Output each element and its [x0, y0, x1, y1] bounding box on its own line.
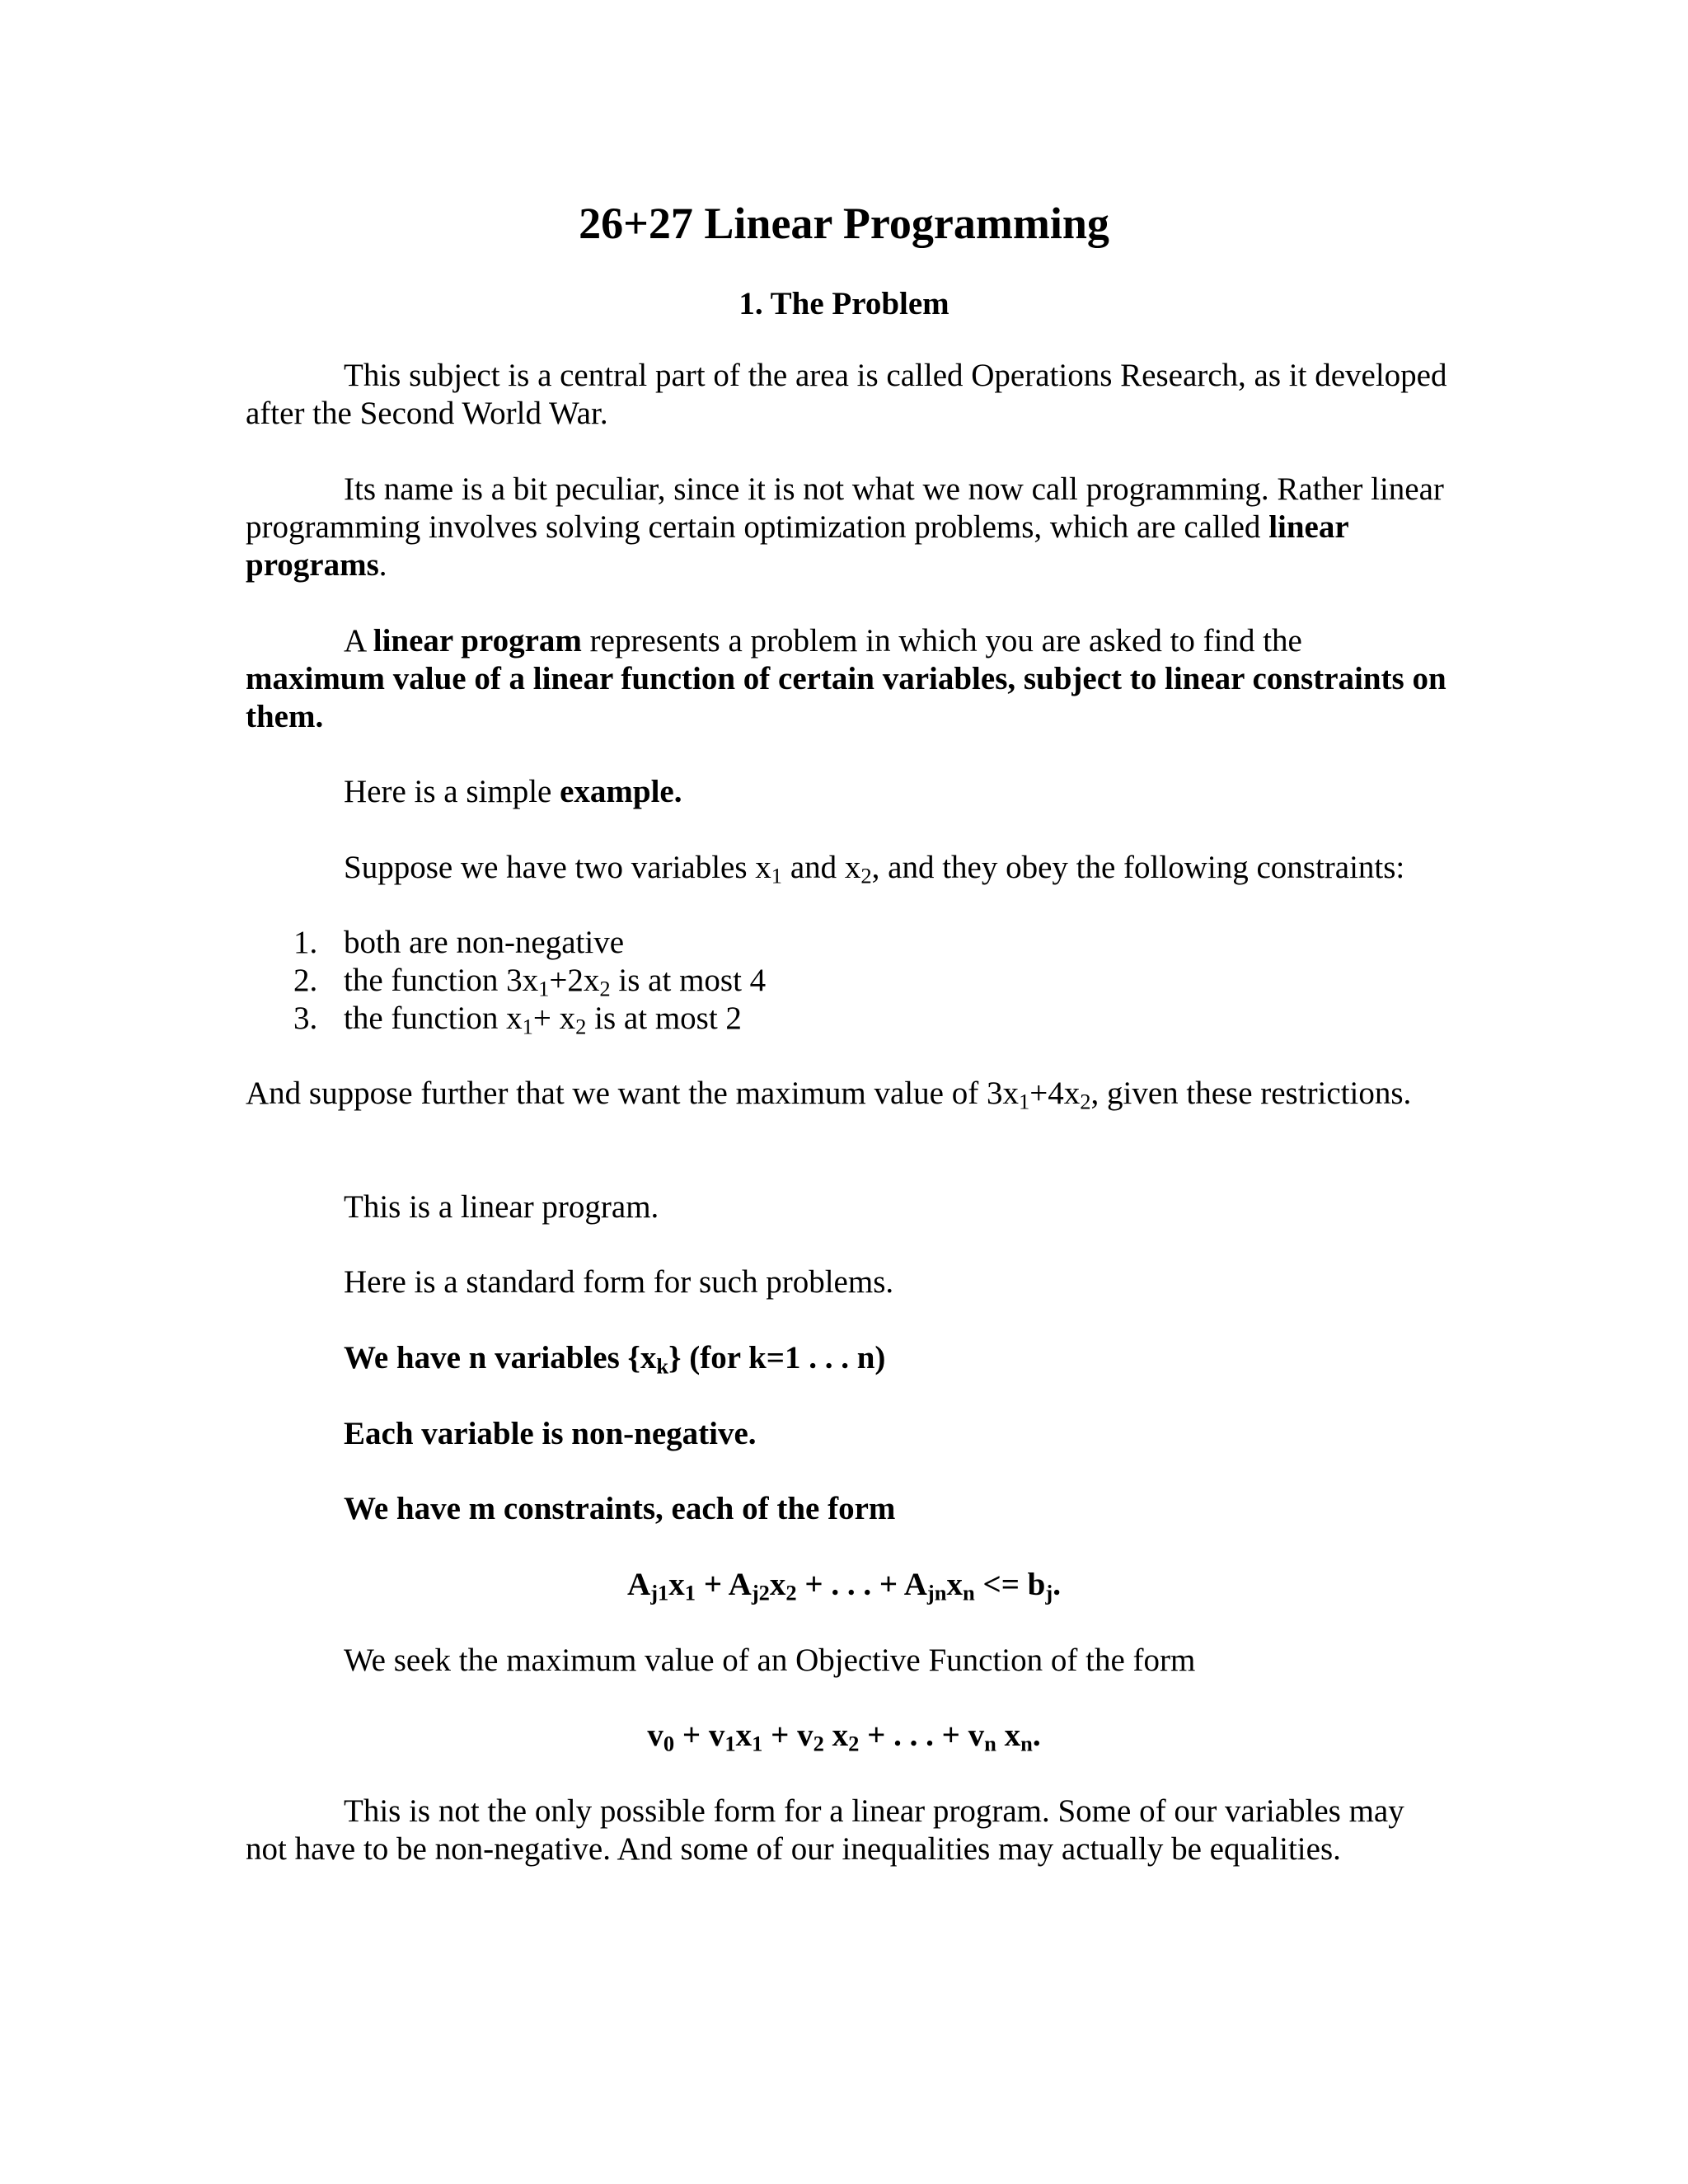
- objective-sub-1: 1: [1018, 1089, 1030, 1114]
- paragraph-objective: [246, 1075, 1449, 1113]
- formula-part: .: [1053, 1567, 1061, 1602]
- list-text: [344, 962, 766, 1000]
- list-item: [246, 924, 1400, 962]
- list-text: both are non-negative: [344, 925, 625, 960]
- paragraph-non-negative: Each variable is non-negative.: [344, 1416, 757, 1451]
- n-variables-sub: k: [656, 1353, 669, 1379]
- paragraph-objective-function: We seek the maximum value of an Objective Function of the form: [344, 1643, 1196, 1678]
- constraint-sub-1: 1: [538, 976, 550, 1001]
- paragraph-standard-form: Here is a standard form for such problems.: [344, 1264, 894, 1300]
- formula-part: v: [647, 1718, 663, 1753]
- formula-part: x: [823, 1718, 849, 1753]
- constraint-sub-1: 1: [522, 1014, 533, 1039]
- list-item: [246, 1000, 1400, 1038]
- paragraph-definition: [246, 622, 1449, 736]
- n-variables-text-b: } (for k=1 . . . n): [668, 1340, 886, 1376]
- constraint-text-b: + x: [532, 1001, 576, 1036]
- variables-text-c: , and they obey the following constraints:: [871, 850, 1405, 885]
- formula-part: x: [996, 1718, 1021, 1753]
- constraint-text-c: is at most 2: [586, 1001, 742, 1036]
- formula-sub: 1: [724, 1731, 736, 1756]
- objective-formula: [0, 1717, 1688, 1755]
- formula-part: + . . . + v: [859, 1718, 985, 1753]
- list-item: [246, 962, 1400, 1000]
- constraint-text-a: the function x: [344, 1001, 523, 1036]
- definition-bold-statement: maximum value of a linear function of certain variables, subject to linear constraints on them.: [246, 661, 1447, 734]
- paragraph-example-intro: [344, 773, 1498, 811]
- page-title: 26+27 Linear Programming: [579, 199, 1109, 248]
- paragraph-variables: [344, 849, 1498, 887]
- constraint-text-a: the function 3x: [344, 963, 539, 998]
- variables-text-a: Suppose we have two variables x: [344, 850, 771, 885]
- formula-part: x: [668, 1567, 685, 1602]
- formula-part: .: [1032, 1718, 1041, 1753]
- variables-text-b: and x: [782, 850, 861, 885]
- paragraph-linear-program: This is a linear program.: [344, 1189, 659, 1225]
- paragraph-name-text: Its name is a bit peculiar, since it is not what we now call programming. Rather linear programming involves solving certain optimization problems, which are called: [246, 471, 1444, 545]
- objective-text-a: And suppose further that we want the maximum value of 3x: [246, 1076, 1019, 1111]
- formula-part: x: [946, 1567, 963, 1602]
- paragraph-name: [246, 471, 1449, 584]
- constraint-sub-2: 2: [575, 1014, 587, 1039]
- paragraph-intro: This subject is a central part of the area is called Operations Research, as it developed after the Second World War.: [246, 358, 1447, 431]
- formula-sub: 0: [663, 1731, 675, 1756]
- formula-sub: 2: [785, 1580, 797, 1605]
- formula-sub: 1: [752, 1731, 763, 1756]
- formula-part: + A: [696, 1567, 752, 1602]
- constraint-sub-2: 2: [599, 976, 611, 1001]
- variables-sub-1: 1: [771, 863, 783, 888]
- definition-bold-term: linear program: [373, 623, 582, 658]
- formula-part: + v: [762, 1718, 814, 1753]
- formula-sub: j2: [751, 1580, 770, 1605]
- objective-text-b: +4x: [1029, 1076, 1081, 1111]
- formula-part: A: [627, 1567, 651, 1602]
- formula-sub: 2: [813, 1731, 824, 1756]
- formula-part: x: [735, 1718, 753, 1753]
- formula-part: + v: [674, 1718, 725, 1753]
- variables-sub-2: 2: [860, 863, 872, 888]
- list-number: 1.: [293, 925, 318, 960]
- example-text: Here is a simple: [344, 774, 560, 809]
- formula-part: <= b: [974, 1567, 1046, 1602]
- list-number: 3.: [293, 1001, 318, 1036]
- formula-sub: n: [984, 1731, 996, 1756]
- formula-sub: 1: [684, 1580, 696, 1605]
- example-bold: example.: [560, 774, 682, 809]
- formula-sub: n: [1020, 1731, 1033, 1756]
- paragraph-n-variables: [344, 1339, 1498, 1377]
- paragraph-name-bold: linear programs: [246, 509, 1348, 583]
- formula-sub: jn: [926, 1580, 947, 1605]
- constraint-text-c: is at most 4: [610, 963, 767, 998]
- list-text: [344, 1000, 742, 1038]
- formula-sub: j: [1045, 1580, 1053, 1605]
- objective-sub-2: 2: [1080, 1089, 1091, 1114]
- paragraph-name-end: .: [378, 547, 387, 583]
- list-number: 2.: [293, 963, 318, 998]
- formula-sub: 2: [848, 1731, 860, 1756]
- constraints-list: [246, 924, 1400, 1038]
- constraint-formula: [0, 1566, 1688, 1604]
- definition-text-b: represents a problem in which you are asked to find the: [581, 623, 1302, 658]
- formula-sub: j1: [650, 1580, 669, 1605]
- n-variables-text-a: We have n variables {x: [344, 1340, 657, 1376]
- constraint-text-b: +2x: [549, 963, 600, 998]
- section-heading: 1. The Problem: [738, 286, 950, 321]
- formula-part: x: [769, 1567, 786, 1602]
- objective-text-c: , given these restrictions.: [1090, 1076, 1412, 1111]
- formula-sub: n: [962, 1580, 975, 1605]
- definition-text-a: A: [344, 623, 373, 658]
- paragraph-m-constraints: We have m constraints, each of the form: [344, 1491, 896, 1526]
- paragraph-other-forms: This is not the only possible form for a linear program. Some of our variables may not have to be non-negative. And some of our inequalities may actually be equalities.: [246, 1793, 1404, 1867]
- formula-part: + . . . + A: [796, 1567, 927, 1602]
